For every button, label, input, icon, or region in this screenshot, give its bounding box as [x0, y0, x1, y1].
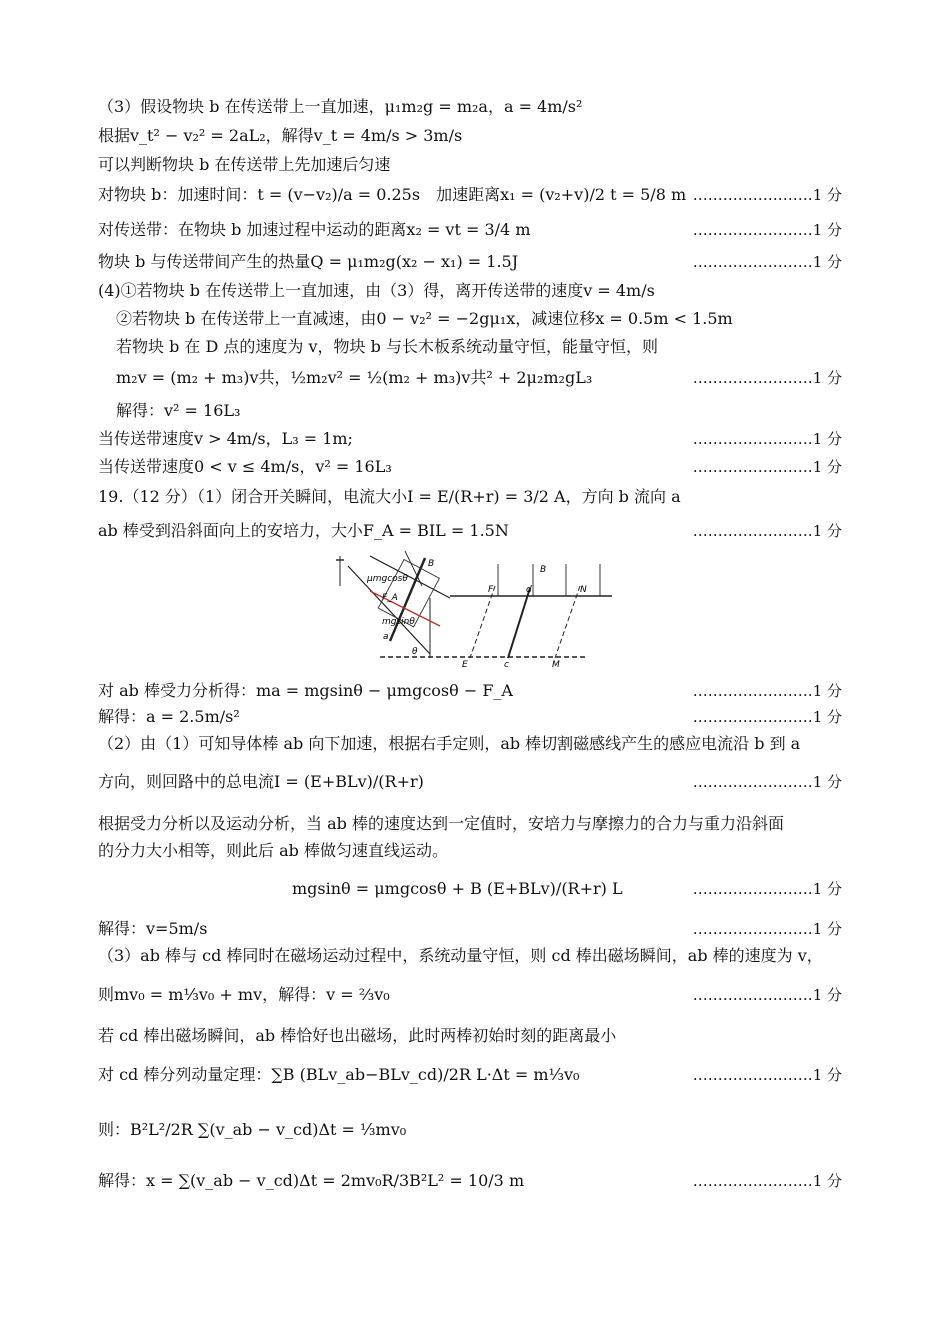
text-line-26: 若 cd 棒出磁场瞬间，ab 棒恰好也出磁场，此时两棒初始时刻的距离最小: [98, 1026, 617, 1045]
score-mark: ……………………1 分: [692, 369, 842, 387]
text-line-4: 对物块 b：加速时间：t = (v−v₂)/a = 0.25s 加速距离x₁ = (v₂+v)/2 t = 5/8 m: [98, 185, 687, 204]
text-line-2: 根据v_t² − v₂² = 2aL₂，解得v_t = 4m/s > 3m/s: [98, 126, 463, 145]
label-B2: B: [540, 565, 547, 575]
text-line-27: 对 cd 棒分列动量定理：∑B (BLv_ab−BLv_cd)/2R L·Δt = m⅓v₀: [98, 1065, 580, 1084]
text-line-5: 对传送带：在物块 b 加速过程中运动的距离x₂ = vt = 3/4 m: [98, 220, 531, 239]
label-FA: F_A: [382, 593, 398, 603]
score-mark: ……………………1 分: [692, 221, 842, 239]
score-mark: ……………………1 分: [692, 682, 842, 700]
text-line-29: 解得：x = ∑(v_ab − v_cd)Δt = 2mv₀R/3B²L² = 10/3 m: [98, 1171, 525, 1190]
text-line-12: 当传送带速度v > 4m/s，L₃ = 1m;: [98, 429, 353, 448]
text-line-7: (4)①若物块 b 在传送带上一直加速，由（3）得，离开传送带的速度v = 4m/s: [98, 281, 655, 300]
label-d: d: [526, 585, 532, 595]
label-theta: θ: [412, 647, 418, 657]
score-mark: ……………………1 分: [692, 522, 842, 540]
label-F: F: [488, 585, 494, 595]
text-line-15: ab 棒受到沿斜面向上的安培力，大小F_A = BIL = 1.5N: [98, 521, 509, 540]
text-line-20: 根据受力分析以及运动分析，当 ab 棒的速度达到一定值时，安培力与摩擦力的合力与重力沿斜面: [98, 814, 784, 833]
score-mark: ……………………1 分: [692, 986, 842, 1004]
text-line-21: 的分力大小相等，则此后 ab 棒做匀速直线运动。: [98, 841, 448, 860]
label-mgsin: mgsinθ: [382, 617, 415, 627]
text-line-10: m₂v = (m₂ + m₃)v共，½m₂v² = ½(m₂ + m₃)v共² + 2μ₂m₂gL₃: [116, 368, 593, 387]
score-mark: ……………………1 分: [692, 253, 842, 271]
score-mark: ……………………1 分: [692, 458, 842, 476]
text-line-24: （3）ab 棒与 cd 棒同时在磁场运动过程中，系统动量守恒，则 cd 棒出磁场瞬间，ab 棒的速度为 v，: [98, 946, 823, 965]
text-line-23: 解得：v=5m/s: [98, 919, 208, 938]
score-mark: ……………………1 分: [692, 773, 842, 791]
score-mark: ……………………1 分: [692, 920, 842, 938]
score-mark: ……………………1 分: [692, 1066, 842, 1084]
text-line-8: ②若物块 b 在传送带上一直减速，由0 − v₂² = −2gμ₁x，减速位移x = 0.5m < 1.5m: [116, 309, 733, 328]
text-line-13: 当传送带速度0 < v ≤ 4m/s，v² = 16L₃: [98, 457, 392, 476]
physics-diagram: [330, 546, 620, 672]
label-mucos: μmgcosθ: [367, 574, 408, 584]
score-mark: ……………………1 分: [692, 880, 842, 898]
text-line-9: 若物块 b 在 D 点的速度为 v，物块 b 与长木板系统动量守恒，能量守恒，则: [116, 337, 658, 356]
score-mark: ……………………1 分: [692, 708, 842, 726]
text-line-19: 方向，则回路中的总电流I = (E+BLv)/(R+r): [98, 772, 424, 791]
label-B1: B: [428, 559, 435, 569]
text-line-18: （2）由（1）可知导体棒 ab 向下加速，根据右手定则，ab 棒切割磁感线产生的感应电流沿 b 到 a: [98, 734, 801, 753]
text-line-25: 则mv₀ = m⅓v₀ + mv，解得：v = ⅔v₀: [98, 985, 390, 1004]
text-line-1: （3）假设物块 b 在传送带上一直加速，μ₁m₂g = m₂a，a = 4m/s²: [98, 97, 583, 116]
text-line-17: 解得：a = 2.5m/s²: [98, 707, 240, 726]
score-mark: ……………………1 分: [692, 430, 842, 448]
label-E: E: [462, 660, 468, 670]
text-line-14: 19.（12 分）（1）闭合开关瞬间，电流大小I = E/(R+r) = 3/2 A，方向 b 流向 a: [98, 487, 681, 506]
text-line-22: mgsinθ = μmgcosθ + B (E+BLv)/(R+r) L: [292, 879, 623, 898]
label-M: M: [552, 660, 560, 670]
text-line-6: 物块 b 与传送带间产生的热量Q = μ₁m₂g(x₂ − x₁) = 1.5J: [98, 252, 519, 271]
text-line-3: 可以判断物块 b 在传送带上先加速后匀速: [98, 155, 391, 174]
label-a: a: [383, 632, 389, 642]
label-c: c: [504, 660, 509, 670]
score-mark: ……………………1 分: [692, 1172, 842, 1190]
text-line-11: 解得：v² = 16L₃: [116, 401, 241, 420]
score-mark: ……………………1 分: [692, 186, 842, 204]
text-line-16: 对 ab 棒受力分析得：ma = mgsinθ − μmgcosθ − F_A: [98, 681, 513, 700]
label-N: N: [580, 585, 587, 595]
text-line-28: 则：B²L²/2R ∑(v_ab − v_cd)Δt = ⅓mv₀: [98, 1120, 407, 1139]
